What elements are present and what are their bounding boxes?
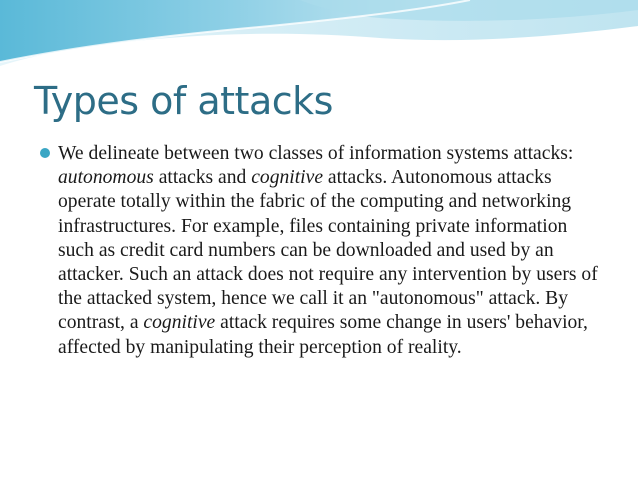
bullet-dot-icon [40, 148, 50, 158]
bullet-text [58, 143, 598, 358]
bullet-list [40, 142, 600, 360]
text-segment: We delineate between two classes of information systems attacks: [58, 143, 574, 164]
text-segment: attack requires some change in users' behavior, affected by manipulating their perception of reality. [58, 312, 588, 358]
text-segment-italic: cognitive [143, 312, 216, 334]
text-segment: attacks and [153, 167, 252, 189]
text-segment-italic: autonomous [58, 167, 154, 189]
header-wave-decoration [0, 0, 638, 80]
bullet-item [40, 142, 600, 360]
text-segment-italic: cognitive [251, 167, 324, 189]
slide-title: Types of attacks [34, 79, 333, 123]
text-segment: attacks. Autonomous attacks operate totally within the fabric of the computing and networking infrastructures. For example, files containing private information such as credit card numbers can be downloaded and used by an attacker. Such an attack does not require any intervention by users of the attacked system, hence we call it an "autonomous" attack. By contrast, a [58, 167, 598, 334]
